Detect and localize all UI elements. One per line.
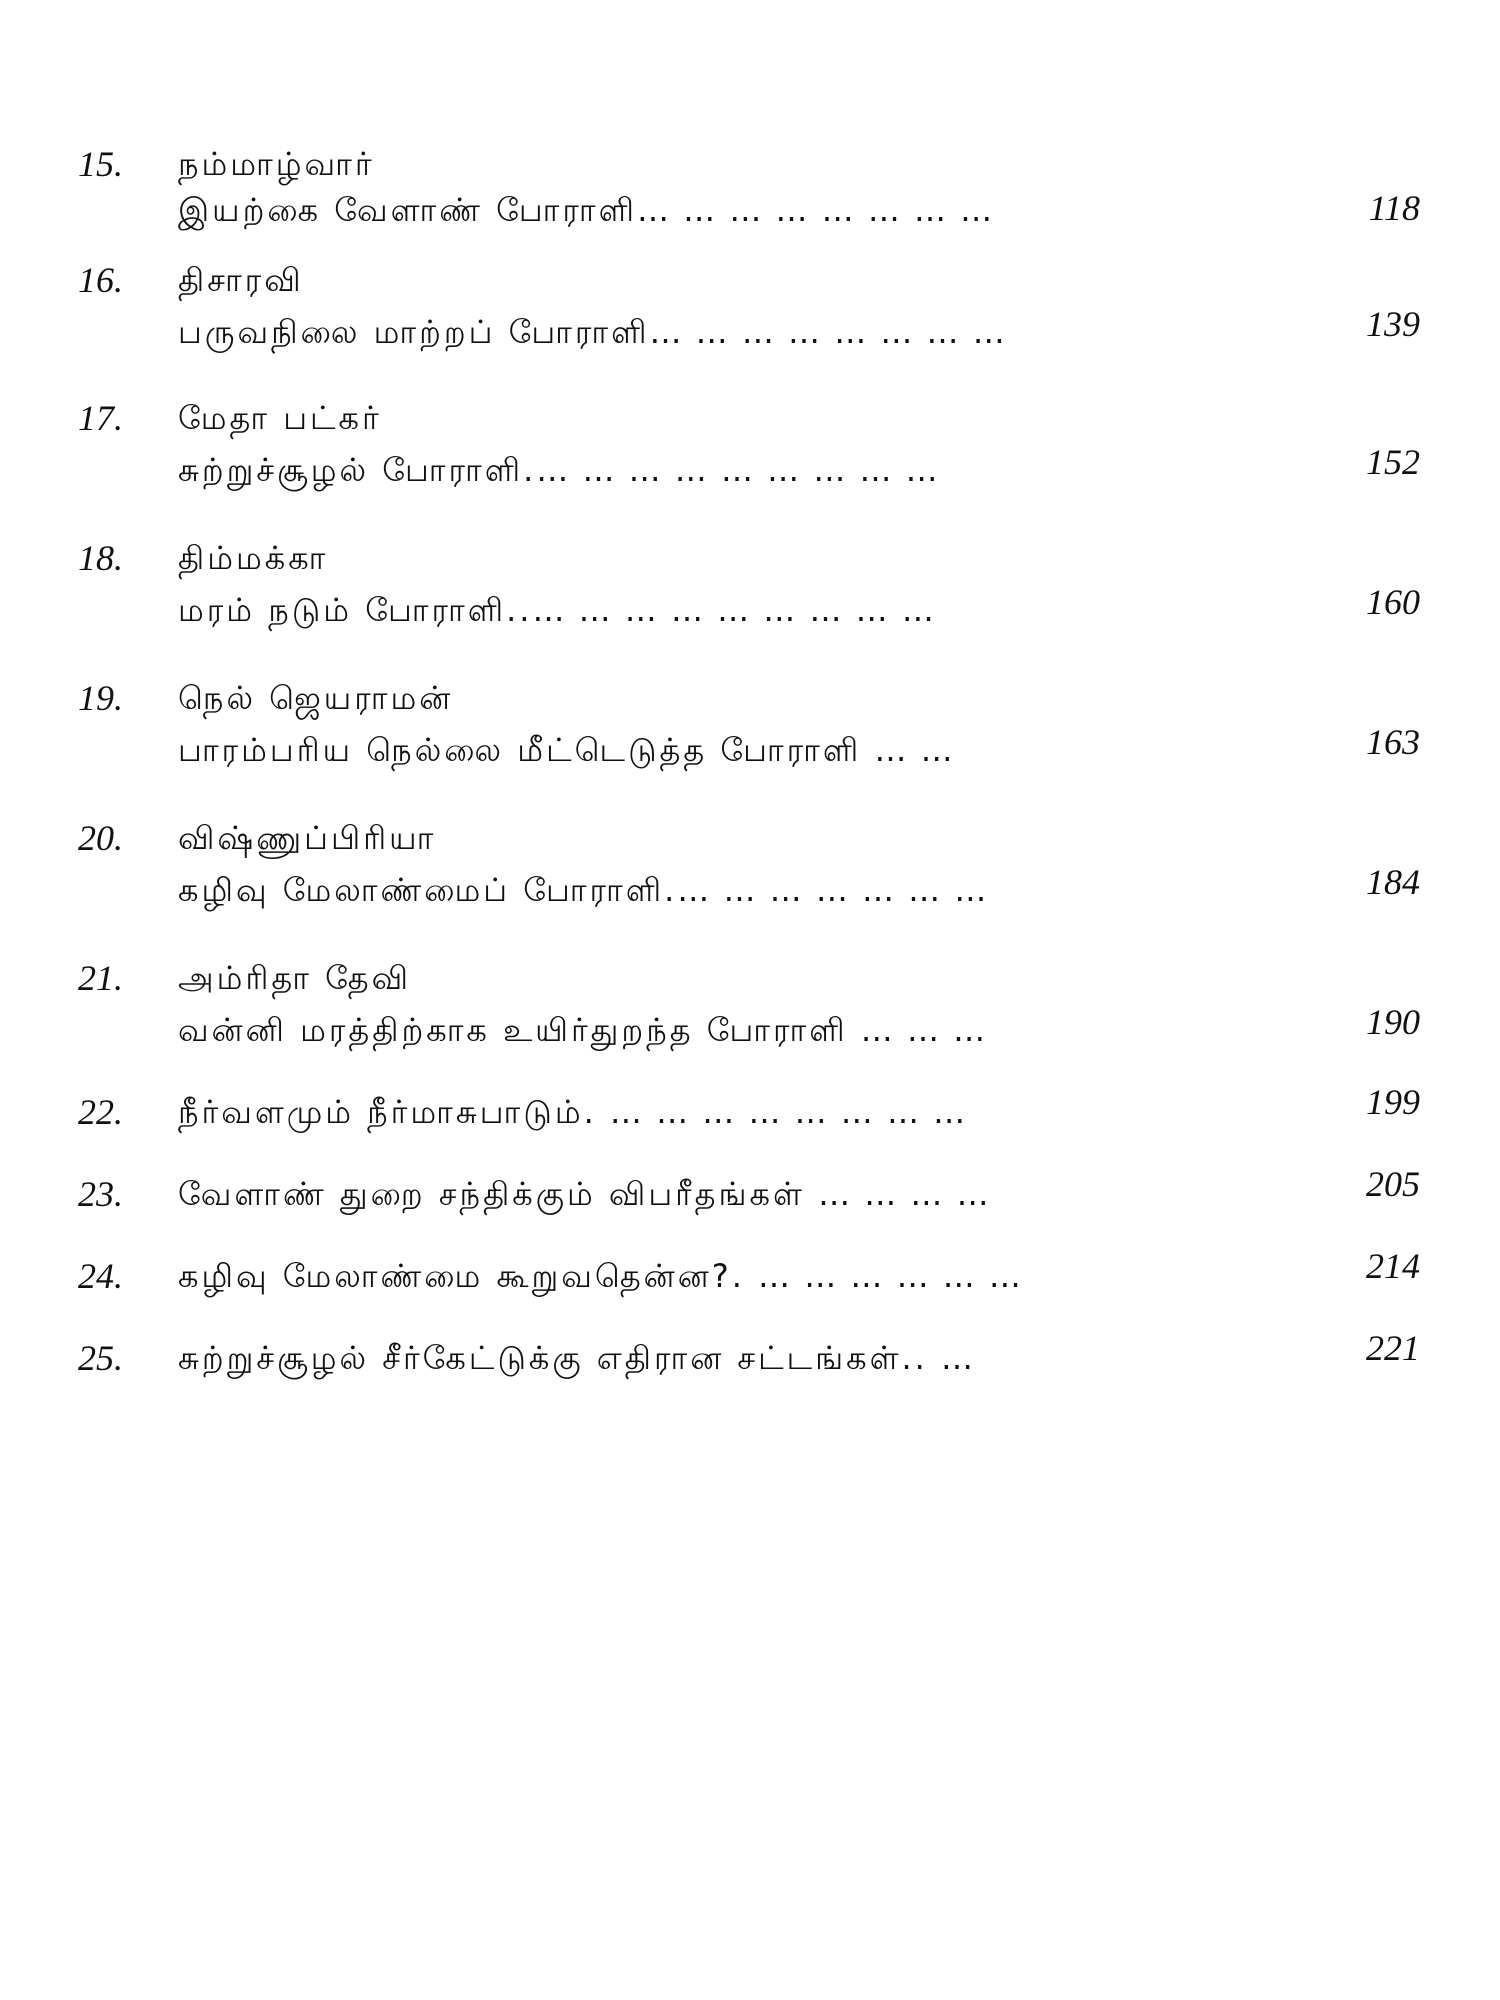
entry-title: நீர்வளமும் நீர்மாசுபாடும். <box>178 1093 597 1131</box>
entry-title: நெல் ஜெயராமன் <box>178 679 454 717</box>
entry-number: 25. <box>78 1338 123 1378</box>
entry-subtitle: இயற்கை வேளாண் போராளி <box>178 191 637 229</box>
leader-dots: … … … … <box>818 1175 991 1213</box>
leader-dots: … … … … … … <box>758 1257 1023 1295</box>
entry-subtitle: கழிவு மேலாண்மைப் போராளி. <box>178 871 678 909</box>
entry-page-number: 214 <box>1366 1246 1420 1286</box>
entry-subtitle: பாரம்பரிய நெல்லை மீட்டெடுத்த போராளி <box>178 731 862 769</box>
leader-dots: … … … … … … … … … <box>536 451 940 489</box>
entry-subtitle-line <box>178 728 955 772</box>
entry-subtitle-line <box>178 188 994 232</box>
entry-title: சுற்றுச்சூழல் சீர்கேட்டுக்கு எதிரான சட்டங்கள்.. <box>178 1339 928 1377</box>
entry-page-number: 160 <box>1366 582 1420 622</box>
entry-subtitle-line <box>178 448 940 492</box>
entry-title: விஷ்ணுப்பிரியா <box>178 819 437 857</box>
entry-page-number: 205 <box>1366 1164 1420 1204</box>
entry-number: 22. <box>78 1092 123 1132</box>
entry-title: கழிவு மேலாண்மை கூறுவதென்ன?. <box>178 1257 745 1295</box>
entry-subtitle: வன்னி மரத்திற்காக உயிர்துறந்த போராளி <box>178 1011 848 1049</box>
entry-title-line <box>178 1254 1023 1298</box>
entry-number: 24. <box>78 1256 123 1296</box>
entry-title-line <box>178 1172 991 1216</box>
entry-subtitle: பருவநிலை மாற்றப் போராளி <box>178 313 650 351</box>
entry-page-number: 139 <box>1366 304 1420 344</box>
entry-page-number: 190 <box>1366 1002 1420 1042</box>
entry-subtitle: சுற்றுச்சூழல் போராளி. <box>178 451 537 489</box>
entry-number: 19. <box>78 678 123 718</box>
leader-dots: … … <box>874 731 955 769</box>
leader-dots: … … … … … … … … <box>636 191 995 229</box>
entry-title: நம்மாழ்வார் <box>178 145 375 183</box>
entry-title-line <box>178 1090 967 1134</box>
leader-dots: … … … … … … … … … <box>532 591 936 629</box>
entry-page-number: 184 <box>1366 862 1420 902</box>
entry-page-number: 163 <box>1366 722 1420 762</box>
leader-dots: … <box>940 1339 975 1377</box>
entry-number: 16. <box>78 260 123 300</box>
entry-subtitle-line <box>178 1008 987 1052</box>
entry-subtitle-line <box>178 868 988 912</box>
entry-subtitle-line <box>178 588 936 632</box>
entry-number: 17. <box>78 398 123 438</box>
entry-number: 15. <box>78 144 123 184</box>
leader-dots: … … … … … … … <box>677 871 989 909</box>
entry-title: அம்ரிதா தேவி <box>178 959 412 997</box>
leader-dots: … … … <box>860 1011 988 1049</box>
entry-number: 23. <box>78 1174 123 1214</box>
entry-subtitle: மரம் நடும் போராளி.. <box>178 591 533 629</box>
entry-page-number: 221 <box>1366 1328 1420 1368</box>
entry-title: வேளாண் துறை சந்திக்கும் விபரீதங்கள் <box>178 1175 805 1213</box>
entry-page-number: 152 <box>1366 442 1420 482</box>
entry-number: 18. <box>78 538 123 578</box>
entry-number: 21. <box>78 958 123 998</box>
entry-page-number: 118 <box>1368 188 1420 228</box>
entry-title: திம்மக்கா <box>178 539 329 577</box>
entry-title-line <box>178 1336 975 1380</box>
entry-title: திசாரவி <box>178 261 304 299</box>
leader-dots: … … … … … … … … <box>649 313 1007 351</box>
entry-title: மேதா பட்கர் <box>178 399 382 437</box>
entry-subtitle-line <box>178 310 1007 354</box>
entry-page-number: 199 <box>1366 1082 1420 1122</box>
leader-dots: … … … … … … … … <box>609 1093 968 1131</box>
entry-number: 20. <box>78 818 123 858</box>
